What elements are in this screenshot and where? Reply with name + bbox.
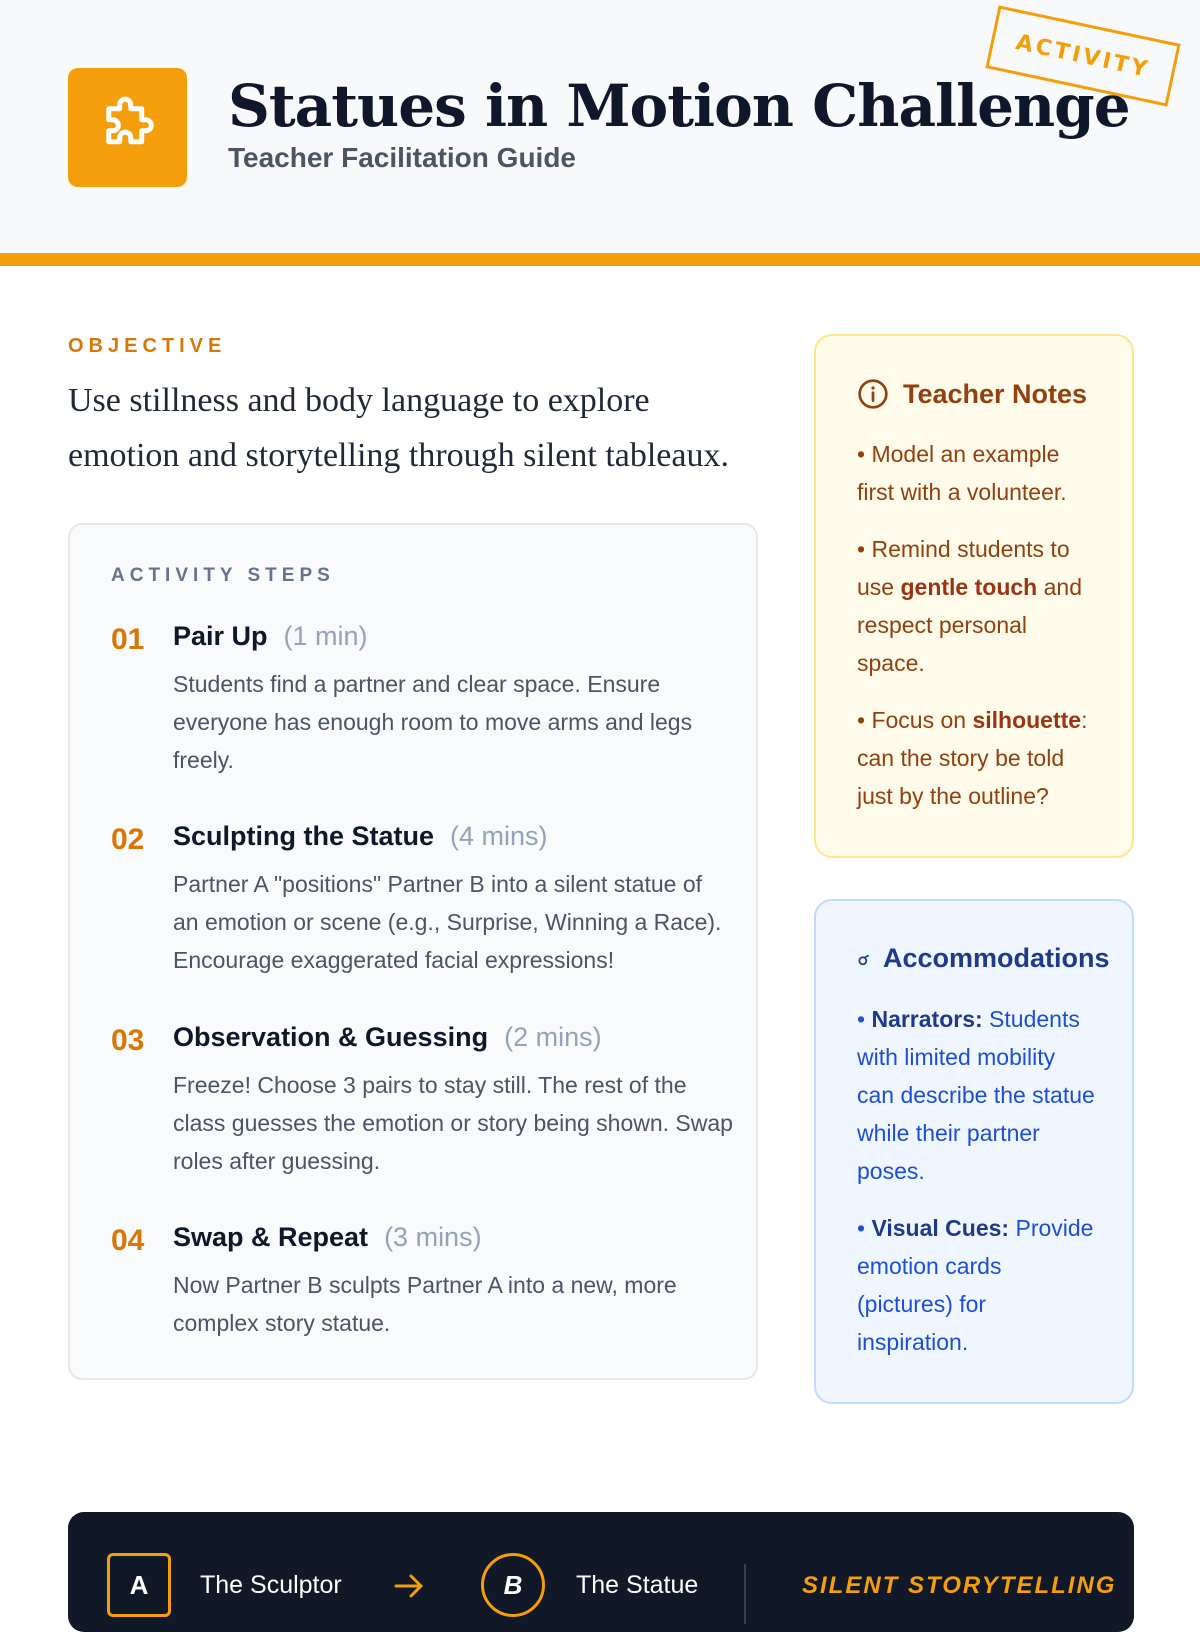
step-duration: (4 mins) bbox=[450, 821, 548, 851]
step-description: Students find a partner and clear space. Ensure everyone has enough room to move arms and legs freely. bbox=[173, 671, 693, 773]
step-heading bbox=[173, 1022, 602, 1053]
role-a-label: The Sculptor bbox=[200, 1571, 342, 1599]
step-number: 02 bbox=[111, 823, 145, 856]
teacher-notes-card bbox=[814, 334, 1134, 858]
step-title: Pair Up bbox=[173, 621, 268, 651]
step-heading bbox=[173, 1222, 482, 1253]
page-subtitle: Teacher Facilitation Guide bbox=[228, 142, 577, 173]
accommodation-item: • Narrators: Students with limited mobility can describe the statue while their partner poses. bbox=[857, 1006, 1095, 1184]
accommodation-item: • Visual Cues: Provide emotion cards (pictures) for inspiration. bbox=[857, 1215, 1094, 1355]
note-item: • Model an example first with a volunteer. bbox=[857, 441, 1067, 505]
wheelchair-icon bbox=[857, 952, 871, 966]
step-title: Swap & Repeat bbox=[173, 1222, 369, 1252]
page-title: Statues in Motion Challenge bbox=[228, 72, 1130, 140]
teacher-notes-heading: Teacher Notes bbox=[903, 378, 1088, 409]
step-number: 01 bbox=[111, 623, 145, 656]
step-title: Observation & Guessing bbox=[173, 1022, 489, 1052]
step-description: Partner A "positions" Partner B into a silent statue of an emotion or scene (e.g., Surprise, Winning a Race). Encourage exaggerated facial expressions! bbox=[173, 871, 722, 973]
note-item: • Focus on silhouette: can the story be told just by the outline? bbox=[857, 707, 1088, 809]
info-icon bbox=[857, 378, 889, 410]
activity-stamp: ACTIVITY bbox=[985, 5, 1180, 106]
step-heading bbox=[173, 621, 368, 652]
accommodations-title bbox=[857, 943, 1110, 974]
arrow-right-icon bbox=[393, 1572, 425, 1600]
step-heading bbox=[173, 821, 548, 852]
step-duration: (1 min) bbox=[283, 621, 368, 651]
step-number: 03 bbox=[111, 1024, 145, 1057]
note-item: • Remind students to use gentle touch and respect personal space. bbox=[857, 536, 1082, 676]
footer-tagline: SILENT STORYTELLING bbox=[802, 1572, 1117, 1599]
footer-divider bbox=[744, 1564, 746, 1624]
objective-text: Use stillness and body language to explore emotion and storytelling through silent tableaux. bbox=[68, 382, 729, 474]
role-a-badge: A bbox=[107, 1553, 171, 1617]
step-duration: (2 mins) bbox=[504, 1022, 602, 1052]
accommodations-card bbox=[814, 899, 1134, 1404]
activity-logo bbox=[68, 68, 187, 187]
step-description: Now Partner B sculpts Partner A into a new, more complex story statue. bbox=[173, 1272, 677, 1336]
roles-footer bbox=[68, 1512, 1134, 1632]
accommodations-heading: Accommodations bbox=[883, 943, 1110, 973]
step-duration: (3 mins) bbox=[384, 1222, 482, 1252]
step-description: Freeze! Choose 3 pairs to stay still. The rest of the class guesses the emotion or story being shown. Swap roles after guessing. bbox=[173, 1072, 733, 1174]
step-title: Sculpting the Statue bbox=[173, 821, 435, 851]
teacher-notes-list bbox=[857, 435, 1097, 834]
activity-steps-label: ACTIVITY STEPS bbox=[111, 565, 335, 586]
accommodations-list bbox=[857, 1000, 1097, 1380]
step-number: 04 bbox=[111, 1224, 145, 1257]
objective-label: OBJECTIVE bbox=[68, 335, 227, 357]
role-b-badge: B bbox=[481, 1553, 545, 1617]
puzzle-icon bbox=[95, 95, 161, 161]
activity-steps-card bbox=[68, 523, 758, 1380]
role-b-label: The Statue bbox=[576, 1571, 699, 1599]
teacher-notes-title bbox=[857, 378, 1087, 410]
header bbox=[0, 0, 1200, 266]
